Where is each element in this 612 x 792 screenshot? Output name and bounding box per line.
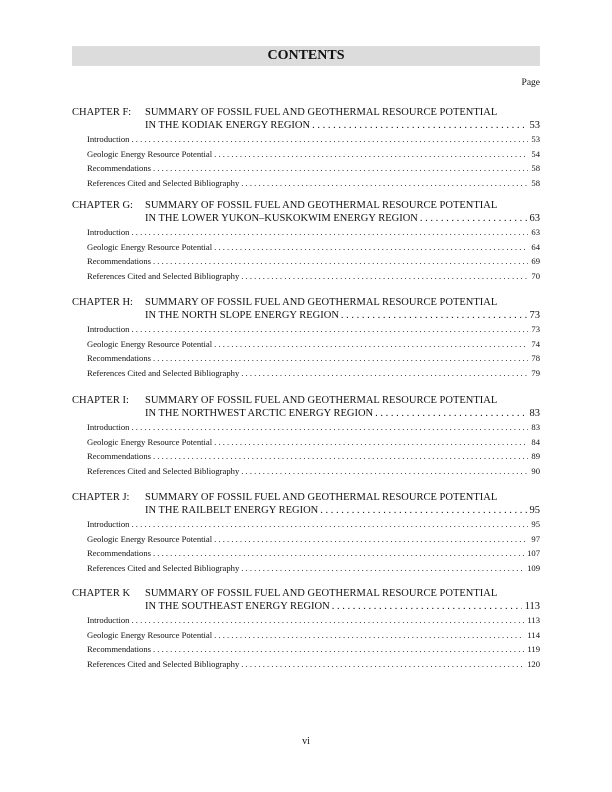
page-ref: 78 (528, 351, 540, 366)
entry-title: References Cited and Selected Bibliography (87, 658, 240, 669)
entry-title: Recommendations (87, 256, 151, 267)
entry-title: References Cited and Selected Bibliography (87, 367, 240, 378)
entry-title: Geologic Energy Resource Potential (87, 338, 213, 349)
dot-leader (129, 613, 524, 628)
dot-leader (212, 240, 528, 255)
toc-chapter (72, 106, 540, 190)
page-ref: 53 (527, 119, 541, 132)
toc-entry-chapter[interactable] (145, 504, 540, 517)
dot-leader (151, 351, 528, 366)
toc-entry[interactable] (87, 269, 540, 284)
page-column-label: Page (521, 78, 540, 88)
chapter-title: SUMMARY OF FOSSIL FUEL AND GEOTHERMAL RESOURCE POTENTIAL (145, 200, 498, 211)
chapter-label: CHAPTER K (72, 588, 131, 599)
toc-entry-chapter[interactable] (145, 212, 540, 225)
entry-title: Introduction (87, 615, 130, 625)
dot-leader (129, 420, 528, 435)
entry-title: References Cited and Selected Bibliography (87, 465, 240, 476)
toc-entry[interactable] (87, 254, 540, 269)
page-ref: 113 (524, 613, 540, 628)
chapter-label: CHAPTER F: (72, 107, 132, 118)
toc-entry[interactable] (87, 147, 540, 162)
page-ref: 120 (524, 657, 540, 672)
entry-title: Introduction (87, 519, 130, 529)
toc-entry-chapter[interactable] (145, 407, 540, 420)
toc-chapter (72, 296, 540, 380)
toc-entry[interactable] (87, 176, 540, 191)
page-ref: 64 (528, 240, 540, 255)
toc-entry[interactable] (87, 240, 540, 255)
page-ref: 63 (528, 225, 540, 240)
toc-entry-chapter[interactable] (145, 309, 540, 322)
page-ref: 113 (522, 600, 540, 613)
toc-entry-chapter[interactable] (145, 600, 540, 613)
page-ref: 54 (528, 147, 540, 162)
page-ref: 89 (528, 449, 540, 464)
dot-leader (151, 546, 524, 561)
page-ref: 79 (528, 366, 540, 381)
toc-chapter (72, 199, 540, 283)
chapter-title: SUMMARY OF FOSSIL FUEL AND GEOTHERMAL RESOURCE POTENTIAL (145, 588, 498, 599)
page-ref: 58 (528, 176, 540, 191)
chapter-label: CHAPTER G: (72, 200, 133, 211)
page-ref: 58 (528, 161, 540, 176)
page-ref: 95 (527, 504, 541, 517)
entry-title: Recommendations (87, 353, 151, 364)
entry-title: Geologic Energy Resource Potential (87, 629, 213, 640)
entry-title: Recommendations (87, 163, 151, 174)
toc-chapter (72, 394, 540, 478)
toc-entry[interactable] (87, 435, 540, 450)
toc-entry[interactable] (87, 613, 540, 628)
chapter-region: IN THE RAILBELT ENERGY REGION (145, 505, 319, 516)
page-number: vi (302, 736, 310, 747)
toc-entry[interactable] (87, 517, 540, 532)
dot-leader (310, 119, 526, 132)
toc-entry[interactable] (87, 322, 540, 337)
page-ref: 74 (528, 337, 540, 352)
dot-leader (212, 435, 528, 450)
toc-entry[interactable] (87, 546, 540, 561)
chapter-title: SUMMARY OF FOSSIL FUEL AND GEOTHERMAL RESOURCE POTENTIAL (145, 297, 498, 308)
dot-leader (212, 628, 524, 643)
entry-title: References Cited and Selected Bibliography (87, 562, 240, 573)
toc-entry[interactable] (87, 532, 540, 547)
chapter-region: IN THE NORTH SLOPE ENERGY REGION (145, 310, 339, 321)
toc-entry[interactable] (87, 420, 540, 435)
page-ref: 97 (528, 532, 540, 547)
chapter-title: SUMMARY OF FOSSIL FUEL AND GEOTHERMAL RESOURCE POTENTIAL (145, 395, 498, 406)
dot-leader (239, 269, 528, 284)
toc-entry[interactable] (87, 464, 540, 479)
dot-leader (373, 407, 526, 420)
dot-leader (239, 657, 524, 672)
page-ref: 70 (528, 269, 540, 284)
toc-entry[interactable] (87, 351, 540, 366)
dot-leader (418, 212, 527, 225)
dot-leader (129, 322, 528, 337)
chapter-label: CHAPTER J: (72, 492, 130, 503)
toc-entry[interactable] (87, 337, 540, 352)
dot-leader (212, 337, 528, 352)
entry-title: References Cited and Selected Bibliography (87, 270, 240, 281)
dot-leader (129, 132, 528, 147)
page-ref: 73 (527, 309, 541, 322)
dot-leader (151, 254, 528, 269)
page-ref: 69 (528, 254, 540, 269)
dot-leader (318, 504, 526, 517)
toc-entry[interactable] (87, 132, 540, 147)
page-ref: 119 (524, 642, 540, 657)
page-ref: 83 (527, 407, 541, 420)
entry-title: Introduction (87, 227, 130, 237)
toc-entry[interactable] (87, 642, 540, 657)
dot-leader (239, 366, 528, 381)
dot-leader (239, 176, 528, 191)
toc-entry-chapter[interactable] (145, 119, 540, 132)
page-ref: 83 (528, 420, 540, 435)
entry-title: References Cited and Selected Bibliography (87, 177, 240, 188)
entry-title: Recommendations (87, 548, 151, 559)
chapter-region: IN THE LOWER YUKON–KUSKOKWIM ENERGY REGION (145, 213, 418, 224)
dot-leader (129, 225, 528, 240)
chapter-region: IN THE SOUTHEAST ENERGY REGION (145, 601, 330, 612)
page-ref: 95 (528, 517, 540, 532)
dot-leader (330, 600, 522, 613)
dot-leader (339, 309, 527, 322)
toc-entry[interactable] (87, 628, 540, 643)
page-ref: 107 (524, 546, 540, 561)
page-ref: 109 (524, 561, 540, 576)
toc-entry[interactable] (87, 366, 540, 381)
chapter-region: IN THE KODIAK ENERGY REGION (145, 120, 311, 131)
dot-leader (151, 642, 524, 657)
chapter-region: IN THE NORTHWEST ARCTIC ENERGY REGION (145, 408, 374, 419)
chapter-label: CHAPTER I: (72, 395, 129, 406)
entry-title: Introduction (87, 134, 130, 144)
page-ref: 84 (528, 435, 540, 450)
toc-entry[interactable] (87, 225, 540, 240)
dot-leader (239, 561, 524, 576)
chapter-label: CHAPTER H: (72, 297, 133, 308)
page-ref: 63 (527, 212, 541, 225)
toc-chapter (72, 587, 540, 671)
page-ref: 53 (528, 132, 540, 147)
page-ref: 73 (528, 322, 540, 337)
chapter-title: SUMMARY OF FOSSIL FUEL AND GEOTHERMAL RESOURCE POTENTIAL (145, 107, 498, 118)
dot-leader (151, 449, 528, 464)
page-ref: 114 (524, 628, 540, 643)
dot-leader (239, 464, 528, 479)
entry-title: Geologic Energy Resource Potential (87, 436, 213, 447)
toc-chapter (72, 491, 540, 575)
dot-leader (212, 532, 528, 547)
page-ref: 90 (528, 464, 540, 479)
toc-entry[interactable] (87, 449, 540, 464)
chapter-title: SUMMARY OF FOSSIL FUEL AND GEOTHERMAL RESOURCE POTENTIAL (145, 492, 498, 503)
dot-leader (212, 147, 528, 162)
entry-title: Geologic Energy Resource Potential (87, 148, 213, 159)
entry-title: Recommendations (87, 644, 151, 655)
toc-entry[interactable] (87, 561, 540, 576)
toc-entry[interactable] (87, 161, 540, 176)
entry-title: Introduction (87, 422, 130, 432)
entry-title: Recommendations (87, 451, 151, 462)
dot-leader (151, 161, 528, 176)
entry-title: Geologic Energy Resource Potential (87, 533, 213, 544)
dot-leader (129, 517, 528, 532)
entry-title: Introduction (87, 324, 130, 334)
toc-entry[interactable] (87, 657, 540, 672)
entry-title: Geologic Energy Resource Potential (87, 241, 213, 252)
contents-heading: CONTENTS (72, 46, 540, 66)
